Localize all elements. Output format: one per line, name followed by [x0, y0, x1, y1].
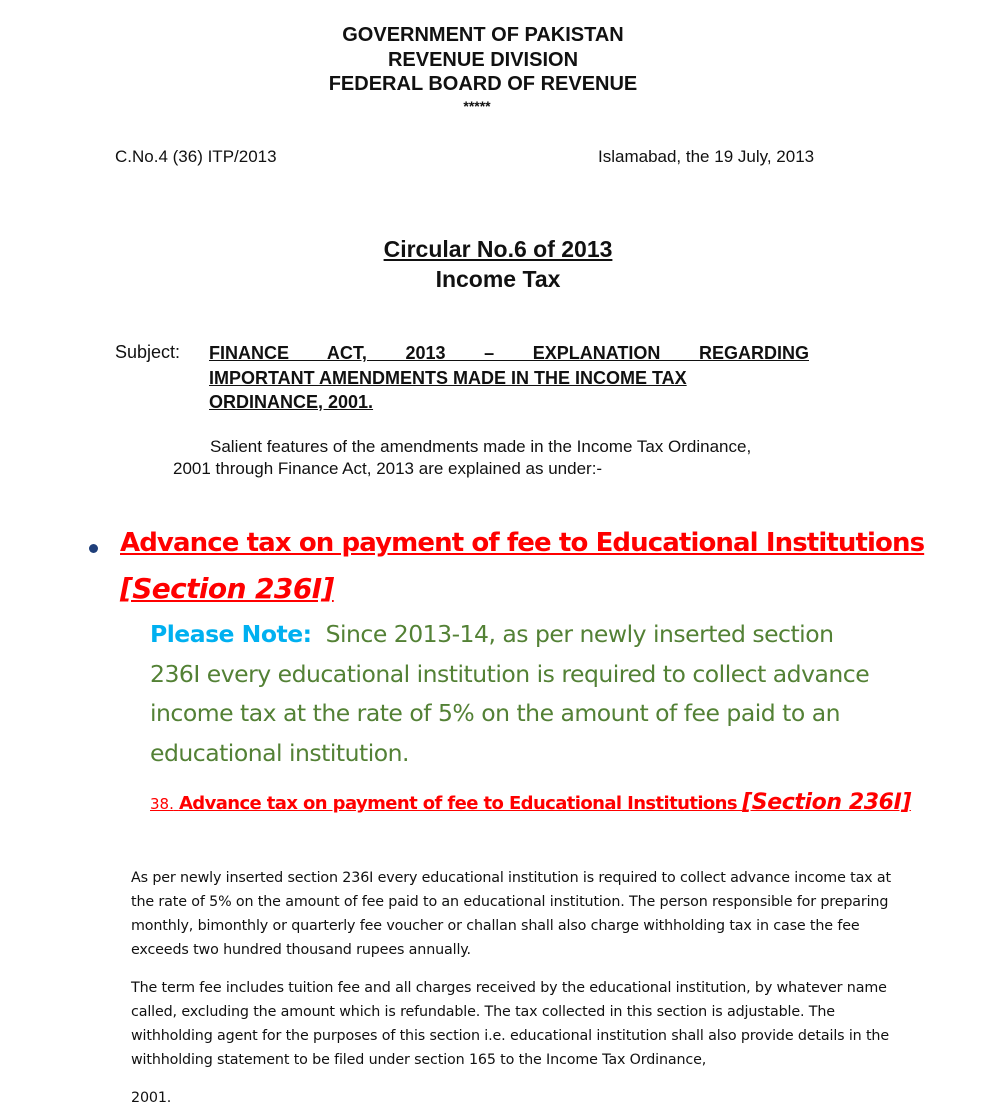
intro-line-2: 2001 through Finance Act, 2013 are explained as under:- — [173, 459, 603, 478]
item-heading-text: Advance tax on payment of fee to Educational Institutions — [178, 793, 737, 814]
header-division: REVENUE DIVISION — [387, 49, 579, 71]
paragraph-2-line: withholding agent for the purposes of this section i.e. educational institution shall also provide details in the — [131, 1028, 889, 1044]
paragraph-3: 2001. — [131, 1090, 172, 1106]
subject-line-2: IMPORTANT AMENDMENTS MADE IN THE INCOME TAX — [209, 367, 687, 388]
header-board: FEDERAL BOARD OF REVENUE — [328, 73, 638, 95]
reference-number: C.No.4 (36) ITP/2013 — [115, 147, 277, 166]
intro-line-1: Salient features of the amendments made in the Income Tax Ordinance, — [210, 437, 752, 456]
highlight-heading: Advance tax on payment of fee to Educational Institutions — [120, 528, 925, 558]
paragraph-1-line: monthly, bimonthly or quarterly fee voucher or challan shall also charge withholding tax in case the fee — [131, 918, 860, 934]
subject-text — [209, 341, 809, 415]
item-38-heading — [150, 790, 911, 815]
please-note — [150, 615, 950, 773]
note-line-3: income tax at the rate of 5% on the amount of fee paid to an — [150, 699, 841, 727]
note-line-4: educational institution. — [150, 738, 410, 767]
paragraph-2-line: withholding statement to be filed under section 165 to the Income Tax Ordinance, — [131, 1052, 707, 1068]
paragraph-2-line: called, excluding the amount which is refundable. The tax collected in this section is adjustable. The — [131, 1004, 835, 1020]
subject-line-3: ORDINANCE, 2001. — [209, 392, 374, 412]
header-stars: ***** — [463, 98, 491, 114]
circular-subtitle: Income Tax — [435, 266, 561, 292]
bullet-icon — [89, 544, 98, 553]
highlight-section: [Section 236I] — [120, 572, 334, 605]
circular-title — [0, 236, 996, 263]
note-line-2: 236I every educational institution is required to collect advance — [150, 659, 870, 688]
reference-place-date: Islamabad, the 19 July, 2013 — [598, 147, 815, 166]
note-line-1 — [150, 615, 950, 655]
subject-label: Subject: — [115, 342, 181, 362]
item-section: [Section 236I] — [742, 790, 912, 815]
paragraph-2 — [131, 976, 951, 1072]
paragraph-1 — [131, 866, 951, 962]
paragraph-1-line: exceeds two hundred thousand rupees annually. — [131, 942, 471, 958]
paragraph-1-line: the rate of 5% on the amount of fee paid to an educational institution. The person responsible for preparing — [131, 894, 889, 910]
note-label: Please Note: — [150, 620, 312, 648]
header-government: GOVERNMENT OF PAKISTAN — [342, 24, 624, 46]
subject-line-1: FINANCE ACT, 2013 – EXPLANATION REGARDING — [209, 343, 809, 363]
item-number: 38. — [150, 795, 174, 813]
paragraph-2-line: The term fee includes tuition fee and all charges received by the educational institution, by whatever name — [131, 980, 887, 996]
note-line-1-text: Since 2013-14, as per newly inserted section — [325, 620, 834, 648]
circular-title-text: Circular No.6 of 2013 — [383, 236, 613, 262]
paragraph-1-line: As per newly inserted section 236I every educational institution is required to collect advance income tax at — [131, 870, 891, 886]
